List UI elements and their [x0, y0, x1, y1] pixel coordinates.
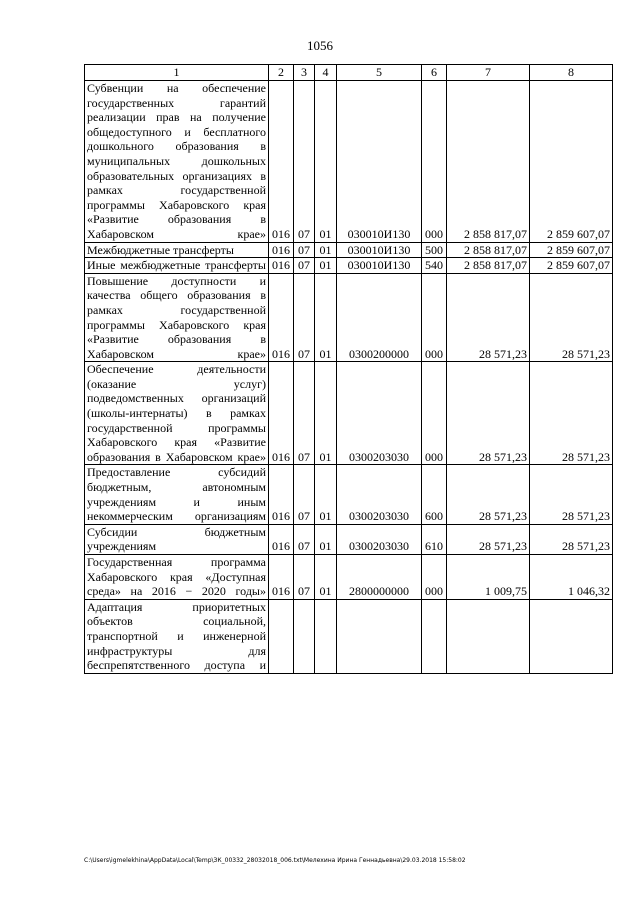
cell-target-article: 0300203030: [337, 362, 422, 465]
row-name: Иные межбюджетные трансферты: [85, 258, 269, 274]
cell-section: 07: [294, 242, 315, 258]
cell-target-article: 2800000000: [337, 555, 422, 600]
cell-section: 07: [294, 273, 315, 362]
column-header: 1: [85, 65, 269, 81]
cell-subsection: 01: [315, 524, 337, 554]
cell-subsection: 01: [315, 81, 337, 243]
cell-amount-1: 2 858 817,07: [447, 258, 530, 274]
cell-section: 07: [294, 524, 315, 554]
cell-section: 07: [294, 362, 315, 465]
table-row: [85, 362, 613, 465]
cell-amount-1: 2 858 817,07: [447, 81, 530, 243]
cell-target-article: 0300200000: [337, 273, 422, 362]
cell-amount-2: 2 859 607,07: [530, 242, 613, 258]
cell-subsection: 01: [315, 362, 337, 465]
cell-amount-1: 28 571,23: [447, 524, 530, 554]
cell-expense-type: 000: [422, 555, 447, 600]
cell-expense-type: 500: [422, 242, 447, 258]
cell-subsection: 01: [315, 242, 337, 258]
column-header: 8: [530, 65, 613, 81]
cell-ministry: 016: [269, 524, 294, 554]
cell-expense-type: [422, 599, 447, 673]
cell-target-article: 030010И130: [337, 242, 422, 258]
cell-subsection: 01: [315, 465, 337, 524]
cell-amount-2: 28 571,23: [530, 524, 613, 554]
column-header: 6: [422, 65, 447, 81]
cell-amount-1: 28 571,23: [447, 273, 530, 362]
cell-amount-2: 2 859 607,07: [530, 258, 613, 274]
budget-table: [84, 64, 613, 674]
cell-expense-type: 000: [422, 81, 447, 243]
column-header: 5: [337, 65, 422, 81]
cell-section: 07: [294, 555, 315, 600]
page-number: 1056: [307, 38, 333, 53]
row-name: Обеспечение деятельности (оказание услуг) подведомственных организаций (школы-интернаты) в рамках государственной программы Хабаровского края «Развитие образования в Хабаровском крае»: [85, 362, 269, 465]
cell-ministry: 016: [269, 81, 294, 243]
cell-amount-2: 28 571,23: [530, 465, 613, 524]
cell-expense-type: 600: [422, 465, 447, 524]
cell-target-article: 0300203030: [337, 465, 422, 524]
cell-expense-type: 000: [422, 362, 447, 465]
row-name: Субвенции на обеспечение государственных гарантий реализации прав на получение общедоступного и бесплатного дошкольного образования в муниципальных дошкольных образовательных организациях в рамках государственной программы Хабаровского края «Развитие образования в Хабаровском крае»: [85, 81, 269, 243]
cell-ministry: [269, 599, 294, 673]
cell-ministry: 016: [269, 465, 294, 524]
column-header: 3: [294, 65, 315, 81]
cell-ministry: 016: [269, 258, 294, 274]
file-path-footer: C:\Users\igmelekhina\AppData\Local\Temp\ЗК_00332_28032018_006.txt\Мелехина Ирина Геннадьевна\29.03.2018 15:58:02: [84, 857, 466, 864]
row-name: Повышение доступности и качества общего образования в рамках государственной программы Хабаровского края «Развитие образования в Хабаровском крае»: [85, 273, 269, 362]
cell-section: 07: [294, 81, 315, 243]
table-row: [85, 555, 613, 600]
cell-amount-1: 1 009,75: [447, 555, 530, 600]
cell-ministry: 016: [269, 242, 294, 258]
cell-expense-type: 610: [422, 524, 447, 554]
row-name: Субсидии бюджетным учреждениям: [85, 524, 269, 554]
cell-amount-1: 28 571,23: [447, 465, 530, 524]
cell-ministry: 016: [269, 362, 294, 465]
row-name: Государственная программа Хабаровского края «Доступная среда» на 2016 − 2020 годы»: [85, 555, 269, 600]
cell-section: 07: [294, 465, 315, 524]
cell-amount-2: 28 571,23: [530, 273, 613, 362]
cell-subsection: 01: [315, 258, 337, 274]
row-name: Адаптация приоритетных объектов социальной, транспортной и инженерной инфраструктуры для беспрепятственного доступа и: [85, 599, 269, 673]
cell-amount-2: 1 046,32: [530, 555, 613, 600]
table-row: [85, 81, 613, 243]
cell-subsection: [315, 599, 337, 673]
cell-ministry: 016: [269, 273, 294, 362]
cell-amount-1: [447, 599, 530, 673]
column-header: 2: [269, 65, 294, 81]
table-row: [85, 273, 613, 362]
cell-ministry: 016: [269, 555, 294, 600]
cell-amount-1: 28 571,23: [447, 362, 530, 465]
cell-target-article: 030010И130: [337, 81, 422, 243]
cell-expense-type: 540: [422, 258, 447, 274]
column-header: 4: [315, 65, 337, 81]
table-row: [85, 524, 613, 554]
table-row: [85, 599, 613, 673]
cell-section: 07: [294, 258, 315, 274]
cell-amount-2: 2 859 607,07: [530, 81, 613, 243]
cell-amount-2: 28 571,23: [530, 362, 613, 465]
cell-section: [294, 599, 315, 673]
cell-amount-2: [530, 599, 613, 673]
cell-amount-1: 2 858 817,07: [447, 242, 530, 258]
table-row: [85, 465, 613, 524]
cell-target-article: 030010И130: [337, 258, 422, 274]
header-row: [85, 65, 613, 81]
row-name: Межбюджетные трансферты: [85, 242, 269, 258]
cell-expense-type: 000: [422, 273, 447, 362]
cell-target-article: [337, 599, 422, 673]
cell-subsection: 01: [315, 555, 337, 600]
row-name: Предоставление субсидий бюджетным, автономным учреждениям и иным некоммерческим организациям: [85, 465, 269, 524]
column-header: 7: [447, 65, 530, 81]
table-row: [85, 258, 613, 274]
table-row: [85, 242, 613, 258]
cell-target-article: 0300203030: [337, 524, 422, 554]
cell-subsection: 01: [315, 273, 337, 362]
